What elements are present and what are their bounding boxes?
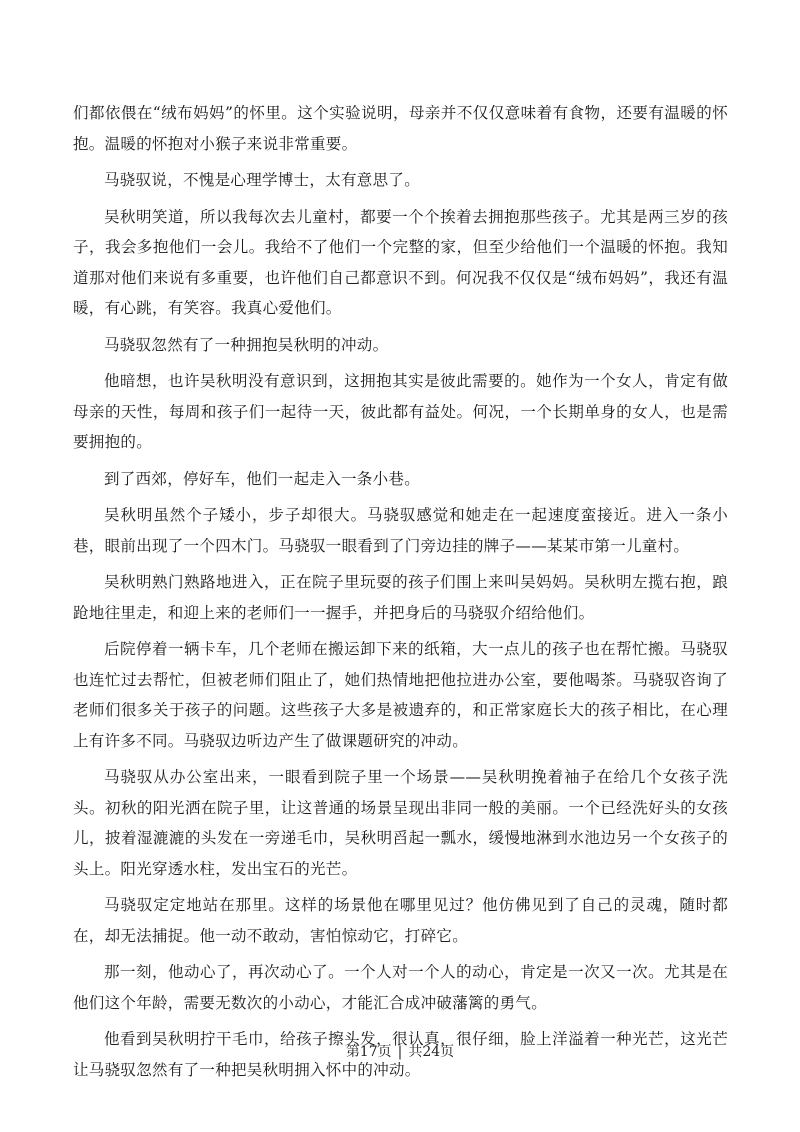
paragraph: 马骁驭从办公室出来，一眼看到院子里一个场景——吴秋明挽着袖子在给几个女孩子洗头。初秋的阳光洒在院子里，让这普通的场景呈现出非同一般的美丽。一个已经洗好头的女孩儿，披着湿漉漉的头发在一旁递毛巾，吴秋明舀起一瓢水，缓慢地淋到水池边另一个女孩子的头上。阳光穿透水柱，发出宝石的光芒。 <box>73 768 728 878</box>
page-total: 共24页 <box>408 1044 455 1060</box>
page-number: 第17页 <box>345 1044 392 1060</box>
page-footer <box>0 1041 800 1061</box>
paragraph: 那一刻，他动心了，再次动心了。一个人对一个人的动心，肯定是一次又一次。尤其是在他们这个年龄，需要无数次的小动心，才能汇合成冲破藩篱的勇气。 <box>73 963 728 1012</box>
paragraph: 吴秋明笑道，所以我每次去儿童村，都要一个个挨着去拥抱那些孩子。尤其是两三岁的孩子，我会多抱他们一会儿。我给不了他们一个完整的家，但至少给他们一个温暖的怀抱。我知道那对他们来说有多重要，也许他们自己都意识不到。何况我不仅仅是“绒布妈妈”，我还有温暖，有心跳，有笑容。我真心爱他们。 <box>73 207 728 317</box>
footer-separator: | <box>397 1044 403 1060</box>
paragraph: 马骁驭忽然有了一种拥抱吴秋明的冲动。 <box>104 335 389 354</box>
paragraph: 吴秋明熟门熟路地进入，正在院子里玩耍的孩子们围上来叫吴妈妈。吴秋明左揽右抱，踉跄地往里走，和迎上来的老师们一一握手，并把身后的马骁驭介绍给他们。 <box>73 573 728 622</box>
paragraph: 到了西郊，停好车，他们一起走入一条小巷。 <box>104 469 421 488</box>
paragraph: 他看到吴秋明拧干毛巾，给孩子擦头发，很认真，很仔细，脸上洋溢着一种光芒，这光芒让马骁驭忽然有了一种把吴秋明拥入怀中的冲动。 <box>73 1030 728 1079</box>
paragraph: 马骁驭说，不愧是心理学博士，太有意思了。 <box>104 171 421 189</box>
paragraph: 马骁驭定定地站在那里。这样的场景他在哪里见过？他仿佛见到了自己的灵魂，随时都在，却无法捕捉。他一动不敢动，害怕惊动它，打碎它。 <box>73 896 728 945</box>
paragraph: 吴秋明虽然个子矮小，步子却很大。马骁驭感觉和她走在一起速度蛮接近。进入一条小巷，眼前出现了一个四木门。马骁驭一眼看到了门旁边挂的牌子——某某市第一儿童村。 <box>73 506 728 555</box>
paragraph: 后院停着一辆卡车，几个老师在搬运卸下来的纸箱，大一点儿的孩子也在帮忙搬。马骁驭也连忙过去帮忙，但被老师们阻止了，她们热情地把他拉进办公室，要他喝茶。马骁驭咨询了老师们很多关于孩子的问题。这些孩子大多是被遗弃的，和正常家庭长大的孩子相比，在心理上有许多不同。马骁驭边听边产生了做课题研究的冲动。 <box>73 640 728 750</box>
paragraph: 他暗想，也许吴秋明没有意识到，这拥抱其实是彼此需要的。她作为一个女人，肯定有做母亲的天性，每周和孩子们一起待一天，彼此都有益处。何况，一个长期单身的女人，也是需要拥抱的。 <box>73 372 728 451</box>
document-body <box>73 98 728 1091</box>
paragraph: 们都依偎在“绒布妈妈”的怀里。这个实验说明，母亲并不仅仅意味着有食物，还要有温暖的怀抱。温暖的怀抱对小猴子来说非常重要。 <box>73 104 728 153</box>
